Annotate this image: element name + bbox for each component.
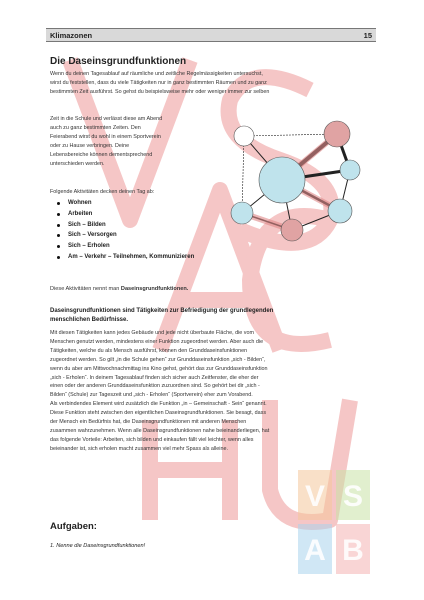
text-line: menschlichen Bedürfnisse. (50, 317, 129, 323)
node-versorgen (340, 160, 360, 180)
text-line: Mit diesen Tätigkeiten kann jedes Gebäude und jede nicht überbaute Fläche, die vom (50, 330, 254, 336)
list-item: Arbeiten (56, 209, 194, 220)
list-item: Sich – Erholen (56, 241, 194, 252)
svg-text:S: S (342, 480, 364, 513)
text-line: Zeit in die Schule und verlässt diese am Abend (50, 116, 163, 122)
activities-conclusion (50, 285, 188, 294)
svg-text:A: A (304, 534, 326, 567)
activities-list (56, 198, 194, 263)
list-item: Wohnen (56, 198, 194, 209)
list-item: Sich – Bilden (56, 220, 194, 231)
text-line: der Mensch ein Bedürfnis hat, die Daseinsgrundfunktionen mit anderen Menschen (50, 419, 247, 426)
text-line: Wenn du deinen Tagesablauf auf räumliche und zeitliche Regelmässigkeiten untersuchst, (50, 71, 263, 77)
text-line: „sich - Erholen“. In deinem Tagesablauf finden sich sicher auch Zeitfenster, die eher der (50, 374, 259, 381)
text-line: wirst du feststellen, dass du viele Tätigkeiten nur in ganz bestimmten Räumen und zu ganz (50, 79, 267, 86)
text-line: oder zu Hause verbringen. Deine (50, 142, 130, 149)
node-freizeit (231, 202, 253, 224)
svg-text:V: V (304, 480, 326, 513)
text-line: unterschieden werden. (50, 160, 105, 167)
tasks-heading: Aufgaben: (50, 521, 97, 532)
node-arbeiten (324, 121, 350, 147)
page-number: 15 (363, 30, 372, 40)
text-line: wenn du aber am Mittwochnachmittag ins Kino gehst, gehört das zur Grunddaseinsfunktion (50, 365, 268, 372)
text-line: Tätigkeiten, welche du als Mensch ausführst, können den Grunddaseinsfunktionen (50, 347, 248, 354)
text-line: einen oder der anderen Grunddaseinsfunktion zuzuordnen sind. So gehört bei dir „sich - (50, 383, 260, 390)
text-line: zugeordnet werden. So gilt „in die Schule gehen“ zur Grunddaseinsfunktion „sich - Bilden“, (50, 356, 266, 363)
node-bildung (281, 219, 303, 241)
text-line: bestimmten Zeit ausführst. So gehst du beispielsweise mehr oder weniger immer zur selben (50, 88, 270, 95)
text-line: Bilden“ (Schule) zur Tageszeit und „sich - Erholen“ (Sportverein) eher zum Vorabend. (50, 392, 253, 399)
header-subject: Klimazonen (50, 30, 93, 40)
svg-text:B: B (342, 534, 364, 567)
node-wohnen (259, 157, 305, 203)
node-verkehr (234, 126, 254, 146)
conclusion-text: Diese Aktivitäten nennt man (50, 286, 121, 292)
list-item: Am – Verkehr – Teilnehmen, Kommunizieren (56, 252, 194, 263)
text-line: das folgende Vorteile: Arbeiten, sich bilden und einkaufen fällt viel leichter, wenn alles (50, 436, 254, 443)
text-line: auch zu ganz bestimmten Zeiten. Den (50, 124, 141, 131)
text-line: zusammen wahrzunehmen. Wenn alle Daseinsgrundfunktionen nahe beieinanderliegen, hat (50, 427, 270, 434)
conclusion-term: Daseinsgrundfunktionen. (120, 286, 189, 292)
body-paragraph (50, 329, 372, 454)
task-item: 1. Nenne die Daseinsgrundfunktionen! (50, 543, 146, 549)
text-line: Lebensbereiche können dementsprechend (50, 151, 153, 158)
text-line: Feierabend wirst du wohl in einem Sportverein (50, 133, 161, 140)
text-line: Als verbindendes Element wird zusätzlich die Funktion „in – Gemeinschaft - Sein“ genannt. (50, 401, 267, 408)
text-line: Diese Funktion steht zwischen den eigentlichen Daseinsgrundfunktionen. Sie besagt, dass (50, 410, 267, 417)
page-title: Die Daseinsgrundfunktionen (50, 56, 187, 67)
header-bar (46, 28, 376, 42)
vsa-logo (296, 468, 372, 576)
list-item: Sich – Versorgen (56, 230, 194, 241)
definition-heading (50, 307, 370, 325)
watermark (30, 20, 410, 540)
text-line: beieinander ist, sich erholen macht zusammen viel mehr Spass als alleine. (50, 445, 228, 452)
text-line: Daseinsgrundfunktionen sind Tätigkeiten zur Befriedigung der grundlegenden (50, 308, 274, 314)
activities-intro: Folgende Aktivitäten decken deinen Tag ab: (50, 189, 155, 195)
node-erholung (328, 199, 352, 223)
intro-paragraph (50, 70, 372, 97)
text-line: Menschen genutzt werden, mindestens einer Funktion zugeordnet werden. Aber auch die (50, 338, 264, 345)
functions-diagram (222, 108, 382, 248)
